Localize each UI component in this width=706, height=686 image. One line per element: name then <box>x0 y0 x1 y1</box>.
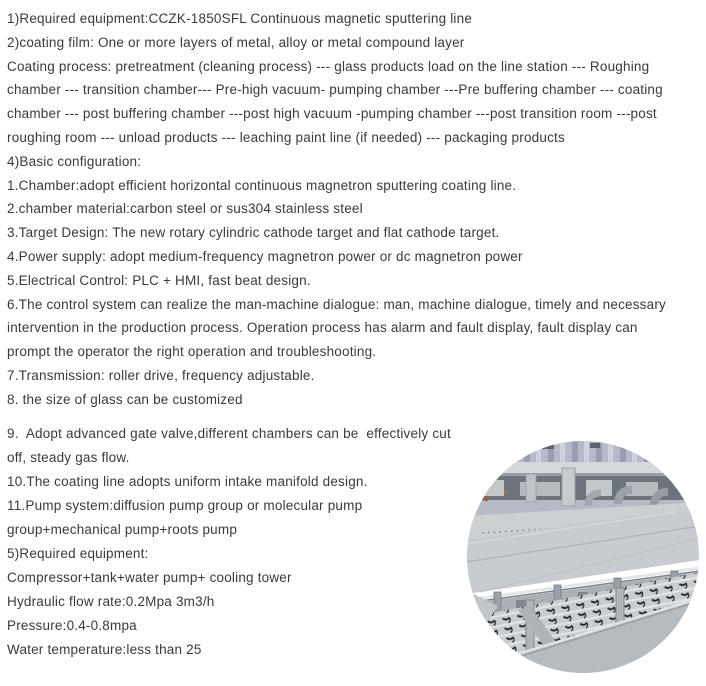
text-line: Water temperature:less than 25 <box>7 642 202 657</box>
text-line: chamber --- transition chamber--- Pre-high vacuum- pumping chamber ---Pre buffering chamber --- coating <box>7 82 663 98</box>
text-line: off, steady gas flow. <box>7 450 130 465</box>
text-line: prompt the operator the right operation and troubleshooting. <box>7 344 377 360</box>
text-line: group+mechanical pump+roots pump <box>7 522 238 537</box>
text-line: 5.Electrical Control: PLC + HMI, fast beat design. <box>7 272 311 288</box>
text-line: 11.Pump system:diffusion pump group or molecular pump <box>7 498 363 513</box>
text-line: Pressure:0.4-0.8mpa <box>7 618 137 633</box>
text-line: 6.The control system can realize the man-machine dialogue: man, machine dialogue, timely and necessary <box>7 296 666 312</box>
text-line: 2.chamber material:carbon steel or sus304 stainless steel <box>7 201 363 217</box>
machinery-photo <box>466 440 700 674</box>
machinery-photo-graphic <box>466 440 700 674</box>
text-line: 2)coating film: One or more layers of metal, alloy or metal compound layer <box>7 34 465 50</box>
text-line: chamber --- post buffering chamber ---post high vacuum -pumping chamber ---post transition room ---post <box>7 106 657 122</box>
text-line: 9. Adopt advanced gate valve,different chambers can be effectively cut <box>7 426 451 441</box>
text-line: 1)Required equipment:CCZK-1850SFL Continuous magnetic sputtering line <box>7 11 473 26</box>
text-line: 3.Target Design: The new rotary cylindric cathode target and flat cathode target. <box>7 225 500 241</box>
text-line: Hydraulic flow rate:0.2Mpa 3m3/h <box>7 594 215 609</box>
text-line: 4.Power supply: adopt medium-frequency magnetron power or dc magnetron power <box>7 248 523 264</box>
text-line: 1.Chamber:adopt efficient horizontal continuous magnetron sputtering coating line. <box>7 177 517 193</box>
spec-text-block-1 <box>7 7 666 412</box>
spec-text-block-2 <box>7 422 479 662</box>
text-line: 7.Transmission: roller drive, frequency adjustable. <box>7 367 315 383</box>
text-line: roughing room --- unload products --- leaching paint line (if needed) --- packaging products <box>7 129 565 145</box>
text-line: Coating process: pretreatment (cleaning process) --- glass products load on the line station --- Roughing <box>7 58 650 74</box>
text-line: Compressor+tank+water pump+ cooling tower <box>7 570 292 585</box>
text-line: 10.The coating line adopts uniform intake manifold design. <box>7 474 368 489</box>
text-line: intervention in the production process. Operation process has alarm and fault display, fault display can <box>7 320 638 336</box>
text-line: 8. the size of glass can be customized <box>7 391 243 407</box>
text-line: 4)Basic configuration: <box>7 153 142 169</box>
text-line: 5)Required equipment: <box>7 546 149 561</box>
